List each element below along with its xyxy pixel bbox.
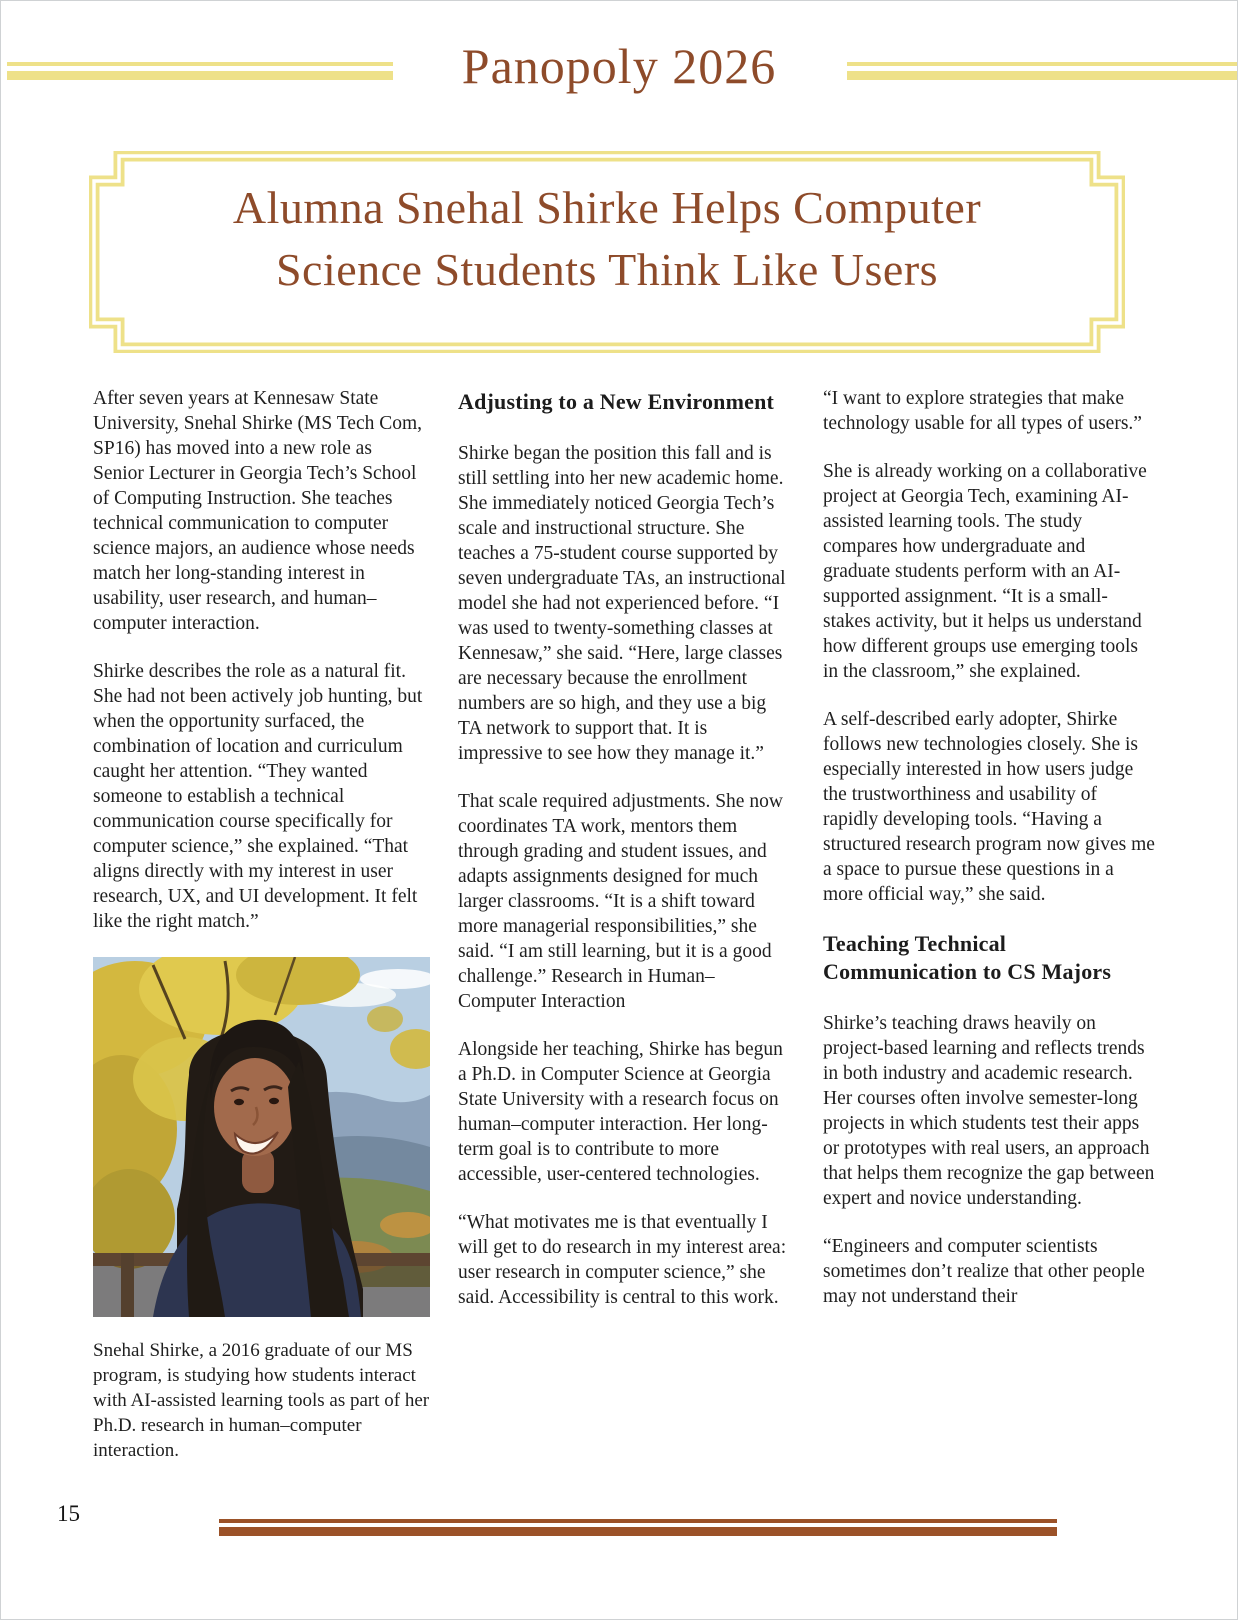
- footer-rule-thick: [219, 1527, 1057, 1536]
- masthead-rule-right: [847, 62, 1237, 80]
- paragraph: Alongside her teaching, Shirke has begun a Ph.D. in Computer Science at Georgia State University with a research focus on human–computer interaction. Her long-term goal is to contribute to more accessible, user-centered technologies.: [458, 1039, 783, 1185]
- page-number: 15: [57, 1501, 80, 1526]
- article-headline: [129, 177, 1085, 301]
- portrait-photo: [93, 957, 430, 1317]
- paragraph: That scale required adjustments. She now coordinates TA work, mentors them through grading and student issues, and adapts assignments designed for much larger classrooms. “It is a shift toward more managerial responsibilities,” she said. “I am still learning, but it is a good challenge.” Research in Human–Computer Interaction: [458, 791, 783, 1012]
- column-3: [823, 386, 1155, 1463]
- paragraph: “Engineers and computer scientists sometimes don’t realize that other people may not understand their: [823, 1236, 1145, 1307]
- paragraph: After seven years at Kennesaw State University, Snehal Shirke (MS Tech Com, SP16) has moved into a new role as Senior Lecturer in Georgia Tech’s School of Computing Instruction. She teaches technical communication to computer science majors, an audience whose needs match her long-standing interest in usability, user research, and human–computer interaction.: [93, 388, 423, 634]
- masthead-rule-left-thick: [7, 71, 393, 80]
- article-body: [93, 386, 1157, 1463]
- photo-caption: Snehal Shirke, a 2016 graduate of our MS program, is studying how students interact with AI-assisted learning tools as part of her Ph.D. research in human–computer interaction.: [93, 1340, 430, 1461]
- paragraph: She is already working on a collaborative project at Georgia Tech, examining AI-assisted learning tools. The study compares how undergraduate and graduate students perform with an AI-supported assignment. “It is a small-stakes activity, but it helps us understand how different groups use emerging tools in the classroom,” she explained.: [823, 461, 1147, 682]
- article-headline-line1: Alumna Snehal Shirke Helps Computer: [232, 182, 982, 233]
- portrait-figure: [93, 957, 430, 1463]
- masthead-rule-left: [7, 62, 393, 80]
- paragraph: “I want to explore strategies that make technology usable for all types of users.”: [823, 388, 1142, 434]
- footer-rule: [219, 1519, 1057, 1536]
- paragraph: Shirke began the position this fall and is still settling into her new academic home. She immediately noticed Georgia Tech’s scale and instructional structure. She teaches a 75-student course supported by seven undergraduate TAs, an instructional model she had not experienced before. “I was used to twenty-something classes at Kennesaw,” she said. “Here, large classes are necessary because the enrollment numbers are so high, and they use a big TA network to support that. It is impressive to see how they manage it.”: [458, 443, 786, 764]
- section-heading-teaching: Teaching Technical Communication to CS Majors: [823, 931, 1112, 984]
- headline-box: [89, 151, 1125, 353]
- masthead-title: Panopoly 2026: [461, 38, 777, 94]
- paragraph: A self-described early adopter, Shirke follows new technologies closely. She is especially interested in how users judge the trustworthiness and usability of rapidly developing tools. “Having a structured research program now gives me a space to pursue these questions in a more official way,” she said.: [823, 709, 1155, 905]
- column-1: [93, 386, 430, 1463]
- section-heading-adjusting: Adjusting to a New Environment: [458, 389, 775, 414]
- paragraph: “What motivates me is that eventually I will get to do research in my interest area: user research in computer science,” she said. Accessibility is central to this work.: [458, 1212, 787, 1308]
- paragraph: Shirke describes the role as a natural fit. She had not been actively job hunting, but when the opportunity surfaced, the combination of location and curriculum caught her attention. “They wanted someone to establish a technical communication course specifically for computer science,” she explained. “That aligns directly with my interest in user research, UX, and UI development. It felt like the right match.”: [93, 661, 423, 932]
- masthead-rule-right-thick: [847, 71, 1237, 80]
- column-2: [458, 386, 790, 1463]
- paragraph: Shirke’s teaching draws heavily on project-based learning and reflects trends in both industry and academic research. Her courses often involve semester-long projects in which students test their apps or prototypes with real users, an approach that helps them recognize the gap between expert and novice understanding.: [823, 1013, 1155, 1209]
- article-headline-line2: Science Students Think Like Users: [275, 244, 939, 295]
